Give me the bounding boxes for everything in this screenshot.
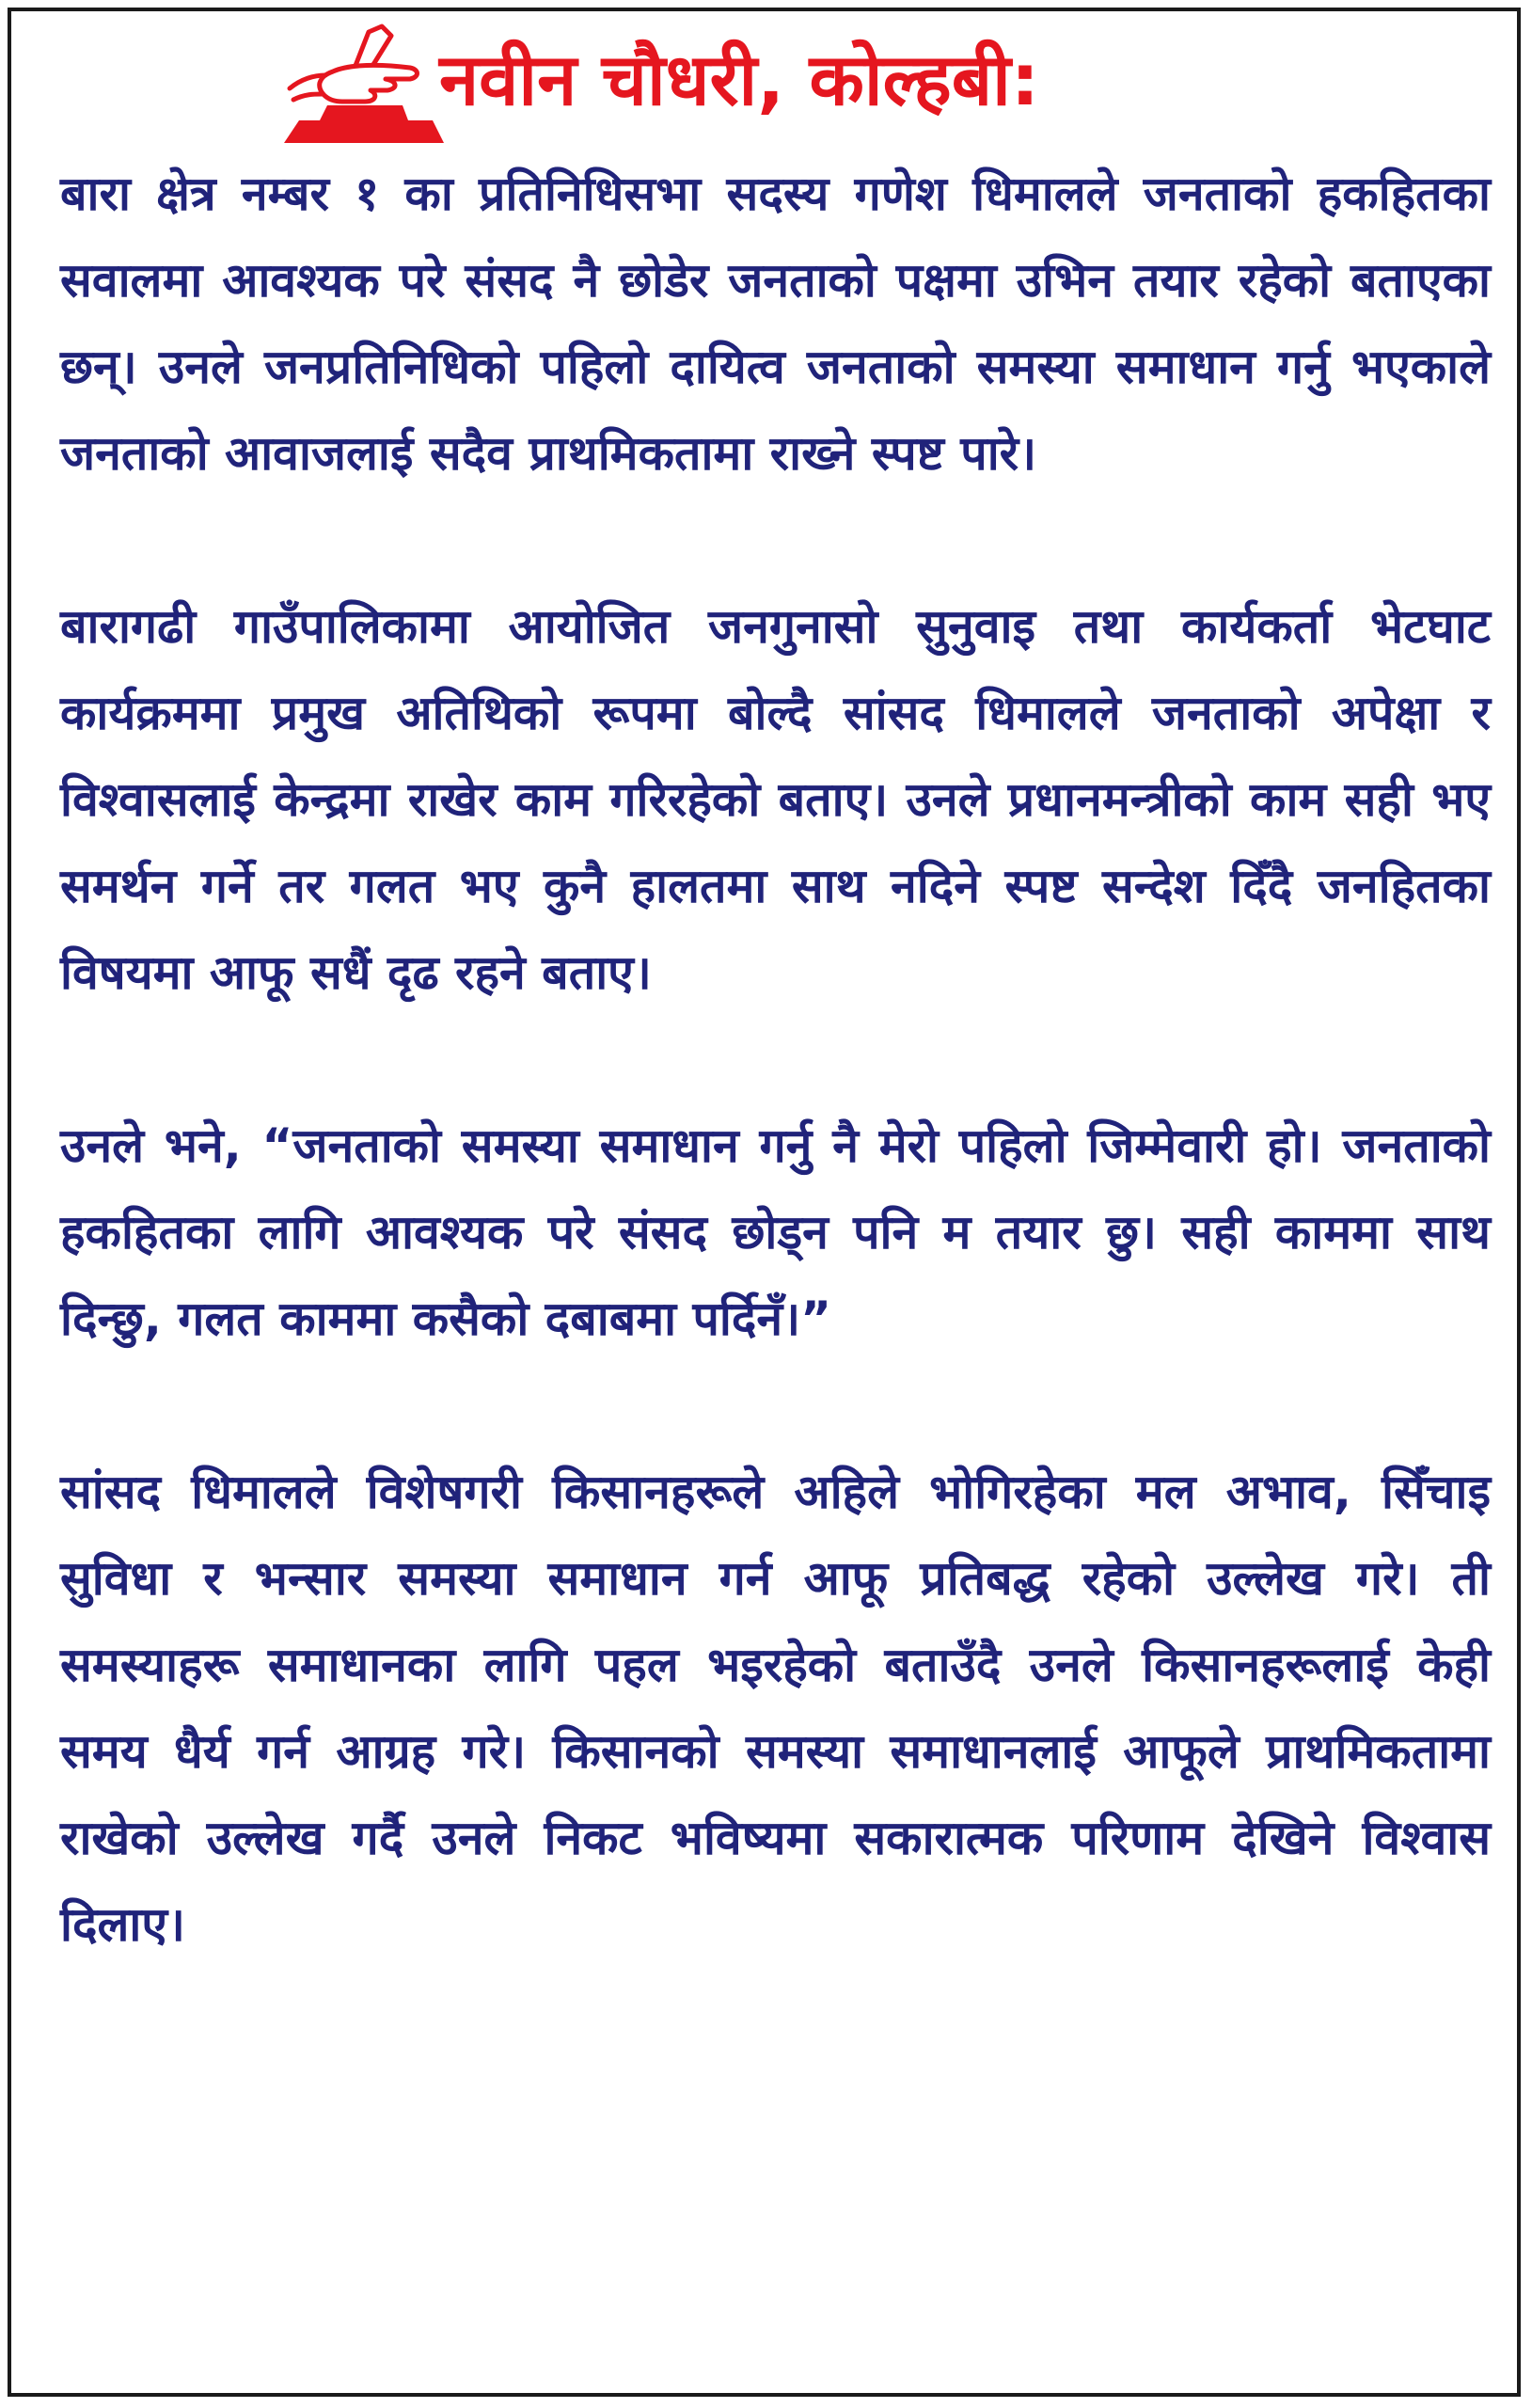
- article-body: [60, 150, 1491, 1968]
- article-paragraph: बारागढी गाउँपालिकामा आयोजित जनगुनासो सुनुवाइ तथा कार्यकर्ता भेटघाट कार्यक्रममा प्रमुख अतिथिको रूपमा बोल्दै सांसद धिमालले जनताको अपेक्षा र विश्वासलाई केन्द्रमा राखेर काम गरिरहेको बताए। उनले प्रधानमन्त्रीको काम सही भए समर्थन गर्ने तर गलत भए कुनै हालतमा साथ नदिने स्पष्ट सन्देश दिँदै जनहितका विषयमा आफू सधैं दृढ रहने बताए।: [60, 599, 1491, 1000]
- article-header: [11, 28, 1524, 141]
- article-frame: [8, 8, 1521, 2397]
- article-paragraph: सांसद धिमालले विशेषगरी किसानहरूले अहिले भोगिरहेका मल अभाव, सिँचाइ सुविधा र भन्सार समस्या समाधान गर्न आफू प्रतिबद्ध रहेको उल्लेख गरे। ती समस्याहरू समाधानका लागि पहल भइरहेको बताउँदै उनले किसानहरूलाई केही समय धैर्य गर्न आग्रह गरे। किसानको समस्या समाधानलाई आफूले प्राथमिकतामा राखेको उल्लेख गर्दै उनले निकट भविष्यमा सकारात्मक परिणाम देखिने विश्वास दिलाए।: [60, 1465, 1491, 1952]
- hand-writing-pen-logo-icon: [267, 23, 446, 149]
- article-paragraph: उनले भने, “जनताको समस्या समाधान गर्नु नै मेरो पहिलो जिम्मेवारी हो। जनताको हकहितका लागि आवश्यक परे संसद छोड्न पनि म तयार छु। सही काममा साथ दिन्छु, गलत काममा कसैको दबाबमा पर्दिनँ।”: [60, 1118, 1491, 1346]
- article-paragraph: बारा क्षेत्र नम्बर १ का प्रतिनिधिसभा सदस्य गणेश धिमालले जनताको हकहितका सवालमा आवश्यक परे संसद नै छोडेर जनताको पक्षमा उभिन तयार रहेको बताएका छन्। उनले जनप्रतिनिधिको पहिलो दायित्व जनताको समस्या समाधान गर्नु भएकाले जनताको आवाजलाई सदैव प्राथमिकतामा राख्ने स्पष्ट पारे।: [60, 166, 1491, 481]
- page-title: नवीन चौधरी, कोल्हबी:: [439, 38, 1040, 121]
